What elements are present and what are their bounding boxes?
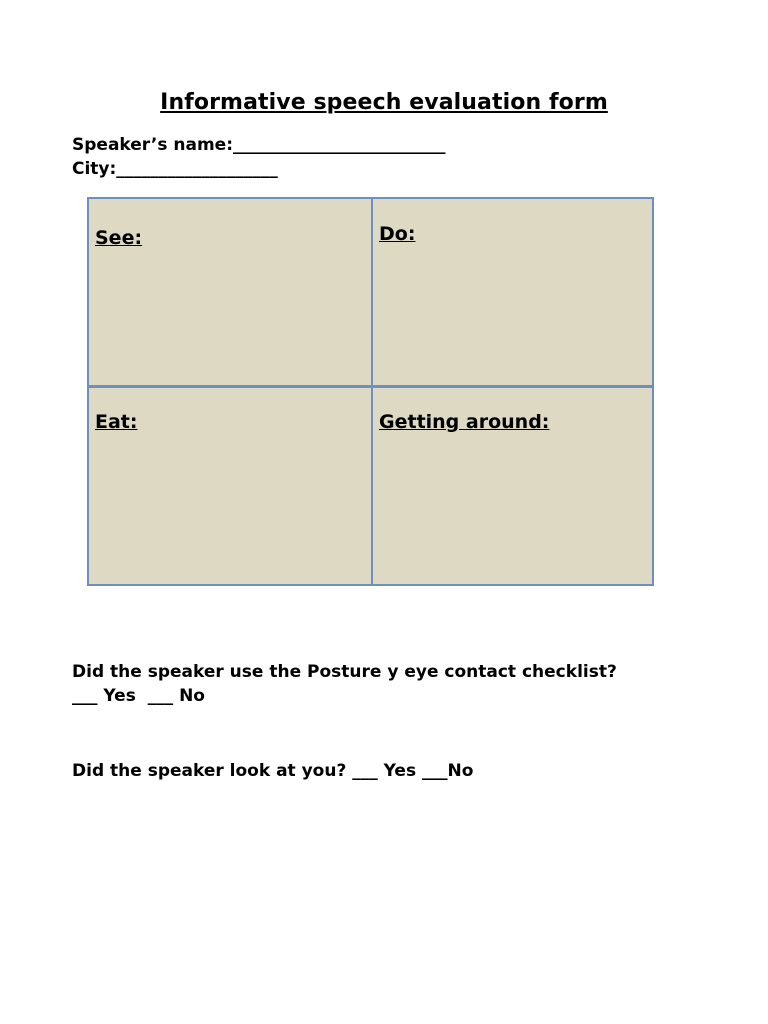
question-look-at-you: Did the speaker look at you? ___ Yes ___No	[72, 761, 474, 781]
evaluation-grid	[87, 197, 654, 586]
form-title: Informative speech evaluation form	[160, 90, 608, 115]
see-label: See:	[95, 227, 143, 249]
grid-vertical-divider	[371, 199, 373, 584]
question-checklist-answers: ___ Yes ___ No	[72, 686, 205, 706]
city-field: City:___________________	[72, 159, 278, 179]
speaker-name-field: Speaker’s name:_________________________	[72, 135, 446, 155]
do-label: Do:	[379, 223, 416, 245]
question-checklist: Did the speaker use the Posture y eye contact checklist?	[72, 662, 617, 682]
grid-horizontal-divider	[89, 385, 652, 388]
eat-label: Eat:	[95, 411, 138, 433]
getting-around-label: Getting around:	[379, 411, 550, 433]
